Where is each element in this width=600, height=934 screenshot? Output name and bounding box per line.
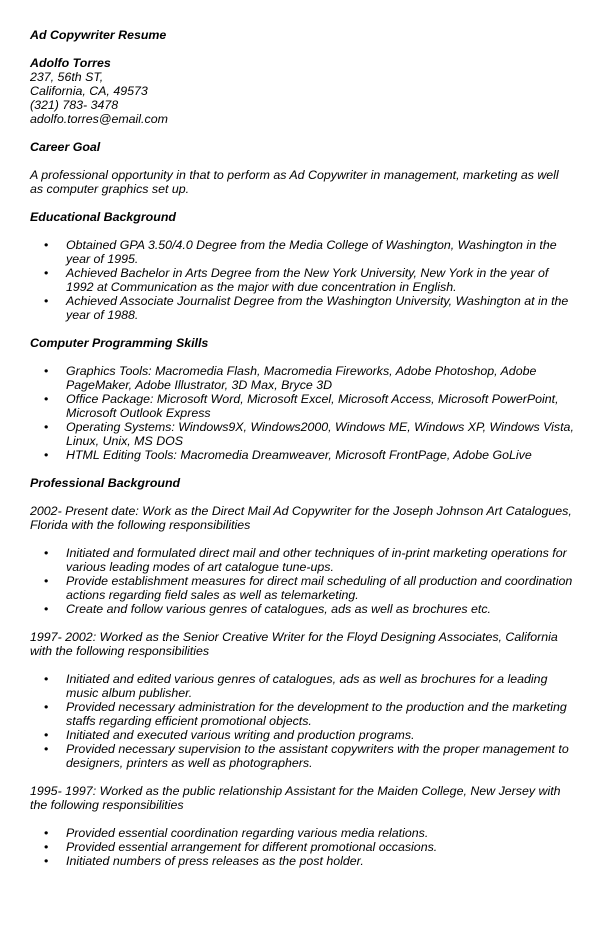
- job-responsibility-text: Provide establishment measures for direct mail scheduling of all production and coordination actions regarding field sales as well as telemarketing.: [66, 574, 573, 602]
- education-item-text: Achieved Bachelor in Arts Degree from the New York University, New York in the year of 1992 at Communication as the major with due concentration in English.: [66, 266, 549, 294]
- job-responsibility-item: [44, 742, 575, 770]
- bullet-icon: •: [44, 742, 49, 756]
- job-summary: 1995- 1997: Worked as the public relationship Assistant for the Maiden College, New Jersey with the following responsibilities: [30, 784, 561, 812]
- bullet-icon: •: [44, 602, 49, 616]
- email-address: adolfo.torres@email.com: [30, 112, 168, 126]
- career-goal-heading: Career Goal: [30, 140, 101, 154]
- job-responsibility-text: Initiated and edited various genres of catalogues, ads as well as brochures for a leading music album publisher.: [66, 672, 548, 700]
- skills-item: [44, 392, 575, 420]
- job-responsibility-text: Create and follow various genres of catalogues, ads as well as brochures etc.: [66, 602, 491, 616]
- bullet-icon: •: [44, 700, 49, 714]
- document-title: Ad Copywriter Resume: [30, 28, 167, 42]
- bullet-icon: •: [44, 546, 49, 560]
- resume-page: [30, 28, 575, 882]
- job-responsibility-item: [44, 700, 575, 728]
- bullet-icon: •: [44, 728, 49, 742]
- bullet-icon: •: [44, 266, 49, 280]
- skills-item-text: Office Package: Microsoft Word, Microsoft Excel, Microsoft Access, Microsoft PowerPoint, Microsoft Outlook Express: [66, 392, 559, 420]
- job-responsibility-text: Provided necessary administration for the development to the production and the marketing staffs regarding efficient promotional objects.: [66, 700, 567, 728]
- skills-item-text: Operating Systems: Windows9X, Windows2000, Windows ME, Windows XP, Windows Vista, Linux, Unix, MS DOS: [66, 420, 574, 448]
- skills-item: [44, 364, 575, 392]
- address-line-1: 237, 56th ST,: [30, 70, 104, 84]
- education-item: [44, 266, 575, 294]
- job-responsibility-item: [44, 854, 575, 868]
- skills-item: [44, 448, 575, 462]
- skills-item: [44, 420, 575, 448]
- bullet-icon: •: [44, 238, 49, 252]
- skills-list: [30, 364, 575, 462]
- education-item: [44, 294, 575, 322]
- job-responsibilities-list: [30, 826, 575, 868]
- job-responsibility-text: Provided essential arrangement for different promotional occasions.: [66, 840, 438, 854]
- contact-block: [30, 56, 575, 126]
- bullet-icon: •: [44, 672, 49, 686]
- bullet-icon: •: [44, 840, 49, 854]
- job-responsibility-item: [44, 602, 575, 616]
- skills-item-text: Graphics Tools: Macromedia Flash, Macromedia Fireworks, Adobe Photoshop, Adobe PageMaker, Adobe Illustrator, 3D Max, Bryce 3D: [66, 364, 537, 392]
- bullet-icon: •: [44, 364, 49, 378]
- job-responsibility-item: [44, 574, 575, 602]
- skills-heading: Computer Programming Skills: [30, 336, 209, 350]
- education-item-text: Obtained GPA 3.50/4.0 Degree from the Media College of Washington, Washington in the year of 1995.: [66, 238, 557, 266]
- job-responsibility-item: [44, 728, 575, 742]
- job-responsibility-item: [44, 826, 575, 840]
- job-responsibility-text: Initiated numbers of press releases as the post holder.: [66, 854, 364, 868]
- job-responsibilities-list: [30, 546, 575, 616]
- skills-item-text: HTML Editing Tools: Macromedia Dreamweaver, Microsoft FrontPage, Adobe GoLive: [66, 448, 532, 462]
- job-responsibility-item: [44, 546, 575, 574]
- bullet-icon: •: [44, 826, 49, 840]
- job-responsibility-text: Initiated and executed various writing and production programs.: [66, 728, 415, 742]
- career-goal-text: A professional opportunity in that to perform as Ad Copywriter in management, marketing as well as computer graphics set up.: [30, 168, 559, 196]
- bullet-icon: •: [44, 420, 49, 434]
- bullet-icon: •: [44, 294, 49, 308]
- education-heading: Educational Background: [30, 210, 176, 224]
- job-responsibility-text: Initiated and formulated direct mail and other techniques of in-print marketing operations for various leading modes of art catalogue tune-ups.: [66, 546, 567, 574]
- job-responsibility-text: Provided necessary supervision to the assistant copywriters with the proper management to designers, printers as well as photographers.: [66, 742, 569, 770]
- job-responsibilities-list: [30, 672, 575, 770]
- bullet-icon: •: [44, 392, 49, 406]
- job-responsibility-item: [44, 672, 575, 700]
- job-summary: 2002- Present date: Work as the Direct Mail Ad Copywriter for the Joseph Johnson Art Catalogues, Florida with the following responsibilities: [30, 504, 572, 532]
- bullet-icon: •: [44, 574, 49, 588]
- job-responsibility-item: [44, 840, 575, 854]
- job-responsibility-text: Provided essential coordination regarding various media relations.: [66, 826, 429, 840]
- professional-heading: Professional Background: [30, 476, 181, 490]
- education-item-text: Achieved Associate Journalist Degree from the Washington University, Washington at in the year of 1988.: [66, 294, 569, 322]
- education-list: [30, 238, 575, 322]
- education-item: [44, 238, 575, 266]
- bullet-icon: •: [44, 854, 49, 868]
- bullet-icon: •: [44, 448, 49, 462]
- job-summary: 1997- 2002: Worked as the Senior Creative Writer for the Floyd Designing Associates, California with the following responsibilities: [30, 630, 558, 658]
- candidate-name: Adolfo Torres: [30, 56, 111, 70]
- phone-number: (321) 783- 3478: [30, 98, 119, 112]
- address-line-2: California, CA, 49573: [30, 84, 148, 98]
